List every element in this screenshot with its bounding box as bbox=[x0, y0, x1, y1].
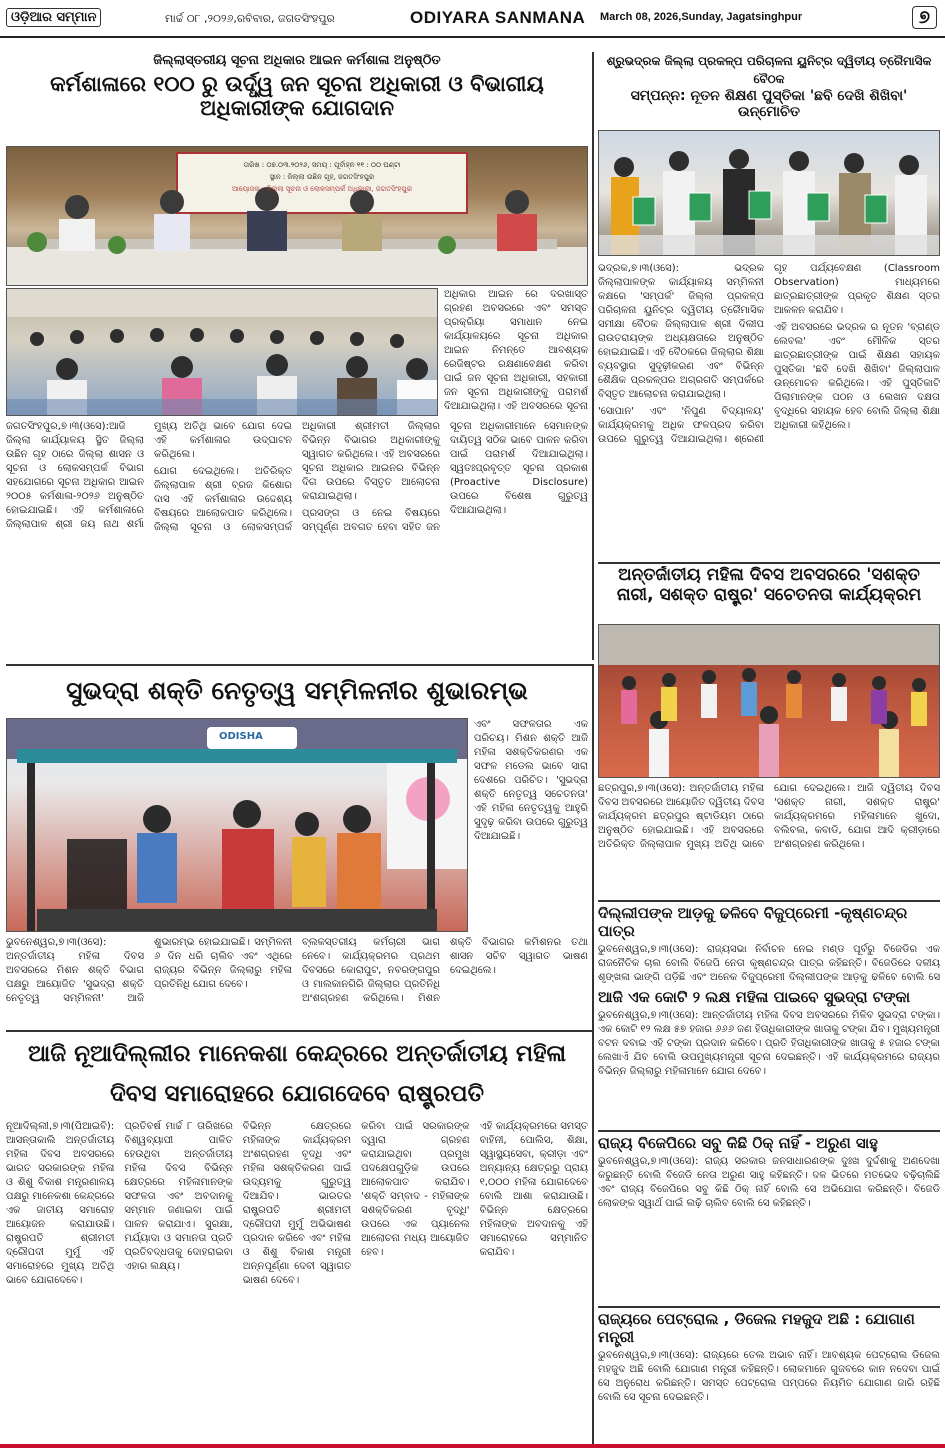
article-paragraph: ବିଭିନ୍ନ କ୍ଷେତ୍ରରେ ମହିଳାଙ୍କ କାର୍ଯ୍ୟକ୍ରମ ଅଂଶଗ୍ରହଣ ବୃଦ୍ଧି ଏବଂ ମହିଳା ସଶକ୍ତିକରଣ ପାଇଁ ଉଦ୍ୟମକୁ ଗୁରୁତ୍ୱ ଦିଆଯିବ। ଭାରତର ରାଷ୍ଟ୍ରପତି ଶ୍ରୀମତୀ ଦ୍ରୌପଦୀ ମୁର୍ମୁ ଅଭିଭାଷଣ ପ୍ରଦାନ କରିବେ ଏବଂ ମହିଳା ଓ ଶିଶୁ ବିକାଶ ମନ୍ତ୍ରୀ ଅନ୍ନପୂର୍ଣ୍ଣା ଦେବୀ ସ୍ୱାଗତ ଭାଷଣ ଦେବେ। bbox=[242, 1121, 352, 1286]
article-body: ଭୁବନେଶ୍ୱର,୭।୩(ଓସେ): ରାଜ୍ୟରେ ତେଲ ଅଭାବ ନାହିଁ। ଆବଶ୍ୟକ ପେଟ୍ରୋଲ ଡିଜେଲ ମହଜୁଦ ଅଛି ବୋଲି ଯୋଗାଣ ମନ୍ତ୍ରୀ କହିଛନ୍ତି। ଲୋକମାନେ ଗୁଜବରେ କାନ ନଦେବା ପାଇଁ ସେ ଅନୁରୋଧ କରିଛନ୍ତି। ସମସ୍ତ ପେଟ୍ରୋଲ ପମ୍ପରେ ନିୟମିତ ଯୋଗାଣ ଜାରି ରହିଛି ବୋଲି ସେ ସୂଚନା ଦେଇଛନ୍ତି। bbox=[598, 1350, 940, 1403]
article-body bbox=[6, 420, 588, 660]
section-divider bbox=[598, 562, 940, 564]
article-kicker: ଜିଲ୍ଲାସ୍ତରୀୟ ସୂଚନା ଅଧିକାର ଆଇନ କର୍ମଶାଳା ଅନୁଷ୍ଠିତ bbox=[153, 53, 441, 68]
section-divider bbox=[598, 1306, 940, 1308]
article-paragraph: ପ୍ରତିବର୍ଷ ମାର୍ଚ୍ଚ ୮ ତାରିଖରେ ବିଶ୍ୱବ୍ୟାପୀ ପାଳିତ ହେଉଥିବା ଅନ୍ତର୍ଜାତୀୟ ମହିଳା ଦିବସ ବିଭିନ୍ନ କ୍ଷେତ୍ରରେ ମହିଳାମାନଙ୍କ ସଫଳତା ଏବଂ ଅବଦାନକୁ ସମ୍ମାନ ଜଣାଇବା ପାଇଁ ପାଳନ କରାଯାଏ। ସୁରକ୍ଷା, ମର୍ଯ୍ୟାଦା ଓ ସମାନତା ପ୍ରତି ପ୍ରତିବଦ୍ଧତାକୁ ଦୋହରାଇବା ଏହାର ଲକ୍ଷ୍ୟ। bbox=[124, 1121, 233, 1272]
date-english: March 08, 2026,Sunday, Jagatsinghpur bbox=[600, 11, 803, 23]
photo-book-launch bbox=[598, 130, 940, 256]
newspaper-name: ODIYARA SANMANA bbox=[410, 8, 586, 27]
photo-book-launch-illustration bbox=[599, 131, 940, 256]
photo-odisha-label: ODISHA bbox=[219, 731, 263, 742]
article-fuel-supply bbox=[598, 1310, 940, 1442]
photo-audience bbox=[6, 288, 438, 416]
banner-date: ତାରିଖ : ୦୭.୦୩.୨୦୨୬, ସମୟ : ପୂର୍ବାହ୍ନ ୧୧ : ୦୦ ଘଣ୍ଟା bbox=[243, 161, 401, 169]
masthead bbox=[0, 0, 945, 38]
banner-organizer: ଆୟୋଜକ : ଜିଲ୍ଲା ସୂଚନା ଓ ଲୋକସମ୍ପର୍କ ଅଧିକାରୀ, ଜଗତସିଂହପୁର bbox=[231, 185, 413, 193]
section-divider bbox=[598, 900, 940, 902]
article-paragraph: ଏବଂ ସଫଳତାର ଏକ ପରିଚୟ। ମିଶନ ଶକ୍ତି ଆଜି ମହିଳା ସଶକ୍ତିକରଣର ଏକ ସଫଳ ମଡେଲ ଭାବେ ସାରା ଦେଶରେ ପରିଚିତ। 'ସୁଭଦ୍ରା ଶକ୍ତି ନେତୃତ୍ୱ ସଚେତନତା' ଏହି ମହିଳା ନେତୃତ୍ୱକୁ ଆହୁରି ସୁଦୃଢ଼ କରିବା ଉପରେ ଗୁରୁତ୍ୱ ଦିଆଯାଇଛି। bbox=[474, 719, 588, 842]
article-paragraph: କରିବା ପାଇଁ ସରକାରଙ୍କ ଦ୍ୱାରା ଗ୍ରହଣ କରାଯାଇଥିବା ପ୍ରମୁଖ ପଦକ୍ଷେପଗୁଡ଼ିକ ଉପରେ ଆଲୋକପାତ କରାଯିବ। 'ଶକ୍ତି ସମ୍ବାଦ - ମହିଳାଙ୍କ ସଶକ୍ତିକରଣ ବୃଦ୍ଧି' ଉପରେ ଏକ ପ୍ୟାନେଲ ଆଲୋଚନା ମଧ୍ୟ ଆୟୋଜିତ ହେବ। bbox=[361, 1121, 470, 1258]
article-subhadra-payment bbox=[598, 988, 940, 1128]
article-paragraph: ବ୍ଲକସ୍ତରୀୟ କର୍ମଚାରୀ ଭାଗ ନେବେ। କାର୍ଯ୍ୟକ୍ରମର ପ୍ରଥମ ଦିବସରେ କୋରାପୁଟ, ନବରଙ୍ଗପୁର ଓ ମାଲକାନଗିରି ଜିଲ୍ଲାର ପ୍ରତିନିଧି ଅଂଶଗ୍ରହଣ କରିଥିଲେ। ମିଶନ ଶକ୍ତି ବିଭାଗର କମିଶନର ତଥା ଶାସନ ସଚିବ ସ୍ୱାଗତ ଭାଷଣ ଦେଇଥିଲେ। bbox=[302, 937, 588, 1004]
banner-venue: ସ୍ଥାନ : ଜିଲ୍ଲା ଉଛିନ ଗୃହ, ଜଗତସିଂହପୁର bbox=[269, 173, 375, 181]
article-headline: ଦିଲ୍ଲୀପଙ୍କ ଆଡ଼କୁ ଢଳିବେ ବିଜୁପ୍ରେମୀ -କୃଷ୍ଣଚନ୍ଦ୍ର ପାତ୍ର bbox=[598, 904, 908, 940]
article-headline: ରାଜ୍ୟ ବିଜେପିରେ ସବୁ କିଛି ଠିକ୍ ନାହିଁ - ଅରୁଣ ସାହୁ bbox=[598, 1134, 878, 1152]
article-body bbox=[598, 262, 940, 558]
article-body-side bbox=[444, 288, 588, 418]
article-headline: ଆଜି ଏକ କୋଟି ୨ ଲକ୍ଷ ମହିଳା ପାଇବେ ସୁଭଦ୍ରା ଟଙ୍କା bbox=[598, 988, 911, 1006]
article-paragraph: 'ସୋପାନ' ଏବଂ 'ନିପୁଣ ବିଦ୍ୟାଳୟ' କାର୍ଯ୍ୟକ୍ରମକୁ ଅଧିକ ଫଳପ୍ରଦ କରିବା ଉପରେ ଗୁରୁତ୍ୱ ଦିଆଯାଇଥିଲା। ଶ୍ରେଣୀ ଗୃହ ପର୍ଯ୍ୟବେକ୍ଷଣ (Classroom Observation) ମାଧ୍ୟମରେ ଛାତ୍ରଛାତ୍ରୀଙ୍କ ପ୍ରକୃତ ଶିକ୍ଷଣ ସ୍ତର ଆକଳନ କରାଯିବ। bbox=[598, 263, 940, 445]
article-womens-day-awareness bbox=[598, 566, 940, 896]
article-paragraph: ଅଧିକାର ଆଇନ ରେ ଦରଖାସ୍ତ ଗ୍ରହଣ ଅବସରରେ ଏବଂ ସମସ୍ତ ପ୍ରକ୍ରିୟା ସମାଧାନ ନେଇ କାର୍ଯ୍ୟାଳୟରେ ସୂଚନା ଅଧିକାର ଆଇନ ନିମନ୍ତେ ଆବଶ୍ୟକ ରେଜିଷ୍ଟର ରକ୍ଷଣାବେକ୍ଷଣ କରିବା ପାଇଁ ଜନ ସୂଚନା ଅଧିକାରୀ, ସହକାରୀ ଜନ ସୂଚନା ଅଧିକାରୀଙ୍କୁ ପରାମର୍ଶ ଦିଆଯାଇଥିଲା। ଏହି ଅବସରରେ ସୂଚନା bbox=[444, 289, 588, 412]
column-divider bbox=[592, 664, 594, 1444]
article-headline: ସୁଭଦ୍ରା ଶକ୍ତି ନେତୃତ୍ୱ ସମ୍ମିଳନୀର ଶୁଭାରମ୍ଭ bbox=[66, 676, 528, 705]
article-paragraph: ଜଗତସିଂହପୁର,୭।୩(ଓସେ):ଆଜି ଜିଲ୍ଲା କାର୍ଯ୍ୟାଳୟ ସ୍ଥିତ ଜିଲ୍ଲା ଉଛିନ ଗୃହ ଠାରେ ଜିଲ୍ଲା ଶାସନ ଓ ସୂଚନା ଓ ଲୋକସମ୍ପର୍କ ବିଭାଗ ସହଯୋଗରେ ସୂଚନା ଅଧିକାର ଆଇନ ୨୦୦୫ କର୍ମଶାଳା-୨୦୨୬ ଅନୁଷ୍ଠିତ ହୋଇଯାଇଛି। ଏହି କର୍ମଶାଳାରେ ଜିଲ୍ଲାପାଳ ଶ୍ରୀ ଜୟ ନାଥ ଶର୍ମା ମୁଖ୍ୟ ଅତିଥି ଭାବେ ଯୋଗ ଦେଇ ଏହି କର୍ମଶାଳାର ଉଦ୍‌ଘାଟନ କରିଥିଲେ। bbox=[6, 421, 292, 530]
article-kicker: ଶ୍ରୁଭଦ୍ରକ ଜିଲ୍ଲା ପ୍ରକଳ୍ପ ପରିଚାଳନା ୟୁନିଟ୍‌ର ଦ୍ୱିତୀୟ ତ୍ରୈମାସିକ ବୈଠକ bbox=[606, 54, 932, 86]
article-headline: କର୍ମଶାଳାରେ ୧୦୦ ରୁ ଉର୍ଦ୍ଧ୍ୱ ଜନ ସୂଚନା ଅଧିକାରୀ ଓ ବିଭାଗୀୟ ଅଧିକାରୀଙ୍କ ଯୋଗଦାନ bbox=[50, 72, 544, 121]
article-body-side bbox=[474, 718, 588, 932]
article-paragraph: ପ୍ରସଙ୍ଗ ଓ ନେଇ ବିଷୟରେ ସମ୍ପୂର୍ଣ୍ଣ ଅବଗତ ହେବା ସହିତ ଜନ ସୂଚନା ଅଧିକାରୀମାନେ ସେମାନଙ୍କ ଦାୟିତ୍ୱ ସଠିକ ଭାବେ ପାଳନ କରିବା ପାଇଁ ପରାମର୍ଶ ଦିଆଯାଇଥିଲା। ସ୍ୱତଃପ୍ରବୃତ୍ତ ସୂଚନା ପ୍ରକାଶ (Proactive Disclosure) ଉପରେ ବିଶେଷ ଗୁରୁତ୍ୱ ଦିଆଯାଇଥିଲା। bbox=[302, 421, 588, 533]
photo-women-sports-illustration bbox=[599, 625, 940, 778]
article-paragraph: ଏହି କାର୍ଯ୍ୟକ୍ରମରେ ସମସ୍ତ ବାହିନୀ, ପୋଲିସ, ଶିକ୍ଷା, ସ୍ୱାସ୍ଥ୍ୟସେବା, କ୍ରୀଡ଼ା ଏବଂ ଅନ୍ୟାନ୍ୟ କ୍ଷେତ୍ରରୁ ପ୍ରାୟ ୧,୦୦୦ ମହିଳା ଯୋଗଦେବେ ବୋଲି ଆଶା କରାଯାଉଛି। ବିଭିନ୍ନ କ୍ଷେତ୍ରରେ ମହିଳାଙ୍କ ଅବଦାନକୁ ଏହି ସମାରୋହରେ ସମ୍ମାନିତ କରାଯିବ। bbox=[479, 1121, 588, 1258]
photo-audience-illustration bbox=[7, 289, 438, 416]
article-body bbox=[6, 936, 588, 1028]
footer-rule bbox=[0, 1444, 945, 1448]
article-paragraph: ଭଦ୍ରକ,୭।୩(ଓସେ): ଭଦ୍ରକ ଜିଲ୍ଲାପାଳଙ୍କ କାର୍ଯ୍ୟାଳୟ ସମ୍ମିଳନୀ କକ୍ଷରେ 'ସମ୍ପର୍କ' ଜିଲ୍ଲା ପ୍ରକଳ୍ପ ପରିଚାଳନା ୟୁନିଟ୍‌ର ଦ୍ୱିତୀୟ ତ୍ରୈମାସିକ ସମୀକ୍ଷା ବୈଠକ ଜିଲ୍ଲାପାଳ ଶ୍ରୀ ଦିଲୀପ ରାଉତରାୟଙ୍କ ଅଧ୍ୟକ୍ଷତାରେ ଅନୁଷ୍ଠିତ ହୋଇଯାଇଛି। ଏହି ବୈଠକରେ ଜିଲ୍ଲାର ଶିକ୍ଷା ବ୍ୟବସ୍ଥାର ସୁଦୃଢ଼ୀକରଣ ଏବଂ ବିଭିନ୍ନ ଶୈକ୍ଷିକ ପ୍ରକଳ୍ପର ଅଗ୍ରଗତି ସମ୍ପର୍କରେ ବିସ୍ତୃତ ଆଲୋଚନା କରାଯାଇଥିଲା। bbox=[598, 263, 764, 400]
photo-women-sports bbox=[598, 624, 940, 778]
article-headline: ରାଜ୍ୟରେ ପେଟ୍ରୋଲ , ଡିଜେଲ ମହଜୁଦ ଅଛି : ଯୋଗାଣ ମନ୍ତ୍ରୀ bbox=[598, 1310, 915, 1346]
article-headline: ଅନ୍ତର୍ଜାତୀୟ ମହିଳା ଦିବସ ଅବସରରେ 'ସଶକ୍ତ ନାରୀ, ସଶକ୍ତ ରାଷ୍ଟ୍ର' ସଚେତନତା କାର୍ଯ୍ୟକ୍ରମ bbox=[616, 566, 922, 605]
article-body: ଭୁବନେଶ୍ୱର,୭।୩(ଓସେ): ରାଜ୍ୟ ସରକାର ଜନସାଧାରଣଙ୍କ ଦୁଃଖ ଦୁର୍ଦ୍ଦଶାକୁ ଅଣଦେଖା କରୁଛନ୍ତି ବୋଲି ବିଜେଡି ନେତା ଅରୁଣ ସାହୁ କହିଛନ୍ତି। ଦଳ ଭିତରେ ମତଭେଦ ବଢ଼ିଚାଲିଛି ଏବଂ ରାଜ୍ୟ ବିଜେପିରେ ସବୁ କିଛି ଠିକ୍ ନାହିଁ ବୋଲି ସେ ଅଭିଯୋଗ କରିଛନ୍ତି। ବିଜେଡି ଲୋକଙ୍କ ସ୍ୱାର୍ଥ ପାଇଁ ଲଢ଼ି ଚାଲିବ ବୋଲି ସେ କହିଛନ୍ତି। bbox=[598, 1156, 940, 1209]
article-paragraph: ଏହି ଅବସରରେ ଭଦ୍ରକ ର ନୂତନ 'ବ୍ରାଣ୍ଡ ଲେବଲ' ଏବଂ ମୌଳିକ ସ୍ତର ଛାତ୍ରଛାତ୍ରୀଙ୍କ ପାଇଁ ଶିକ୍ଷଣ ସହାୟକ ପୁସ୍ତିକା 'ଛବି ଦେଖି ଶିଖିବା' ଜିଲ୍ଲାପାଳ ଉନ୍ମୋଚନ କରିଥିଲେ। ଏହି ପୁସ୍ତିକାଟି ପିଲାମାନଙ୍କ ପଠନ ଓ ଲେଖନ ଦକ୍ଷତା ବୃଦ୍ଧିରେ ସହାୟକ ହେବ ବୋଲି ଜିଲ୍ଲା ଶିକ୍ଷା ଅଧିକାରୀ କହିଥିଲେ। bbox=[774, 322, 940, 431]
column-divider bbox=[592, 52, 594, 660]
article-paragraph: ନୂଆଦିଲ୍ଲୀ,୭।୩(ପିଆଇବି): ଆସନ୍ତାକାଲି ଅନ୍ତର୍ଜାତୀୟ ମହିଳା ଦିବସ ଅବସରରେ ଭାରତ ସରକାରଙ୍କ ମହିଳା ଓ ଶିଶୁ ବିକାଶ ମନ୍ତ୍ରଣାଳୟ ପକ୍ଷରୁ ମାନେକଶା କେନ୍ଦ୍ରରେ ଏକ ଜାତୀୟ ସମାରୋହ ଆୟୋଜନ କରାଯାଉଛି। ରାଷ୍ଟ୍ରପତି ଶ୍ରୀମତୀ ଦ୍ରୌପଦୀ ମୁର୍ମୁ ଏହି ସମାରୋହରେ ମୁଖ୍ୟ ଅତିଥି ଭାବେ ଯୋଗଦେବେ। bbox=[6, 1121, 115, 1286]
date-odia: ମାର୍ଚ୍ଚ ୦୮ ,୨୦୨୬,ରବିବାର, ଜଗତସିଂହପୁର bbox=[165, 12, 335, 25]
article-body bbox=[6, 1120, 588, 1440]
page-number: ୭ bbox=[912, 6, 937, 29]
article-rti-workshop bbox=[6, 52, 588, 660]
article-paragraph: ଯୋଗ ଦେଇଥିଲେ। ଅତିରିକ୍ତ ଜିଲ୍ଲାପାଳ ଶ୍ରୀ ବ୍ରଜ କିଶୋର ଦାସ ଏହି କର୍ମଶାଳାର ଉଦ୍ଦେଶ୍ୟ ବିଷୟରେ ଆଲୋକପାତ କରିଥିଲେ। ଜିଲ୍ଲା ସୂଚନା ଓ ଲୋକସମ୍ପର୍କ ଅଧିକାରୀ ଶ୍ରୀମତୀ ଜିଲ୍ଲାର ବିଭିନ୍ନ ବିଭାଗର ଅଧିକାରୀଙ୍କୁ ସ୍ୱାଗତ କରିଥିଲେ। ଏହି ଅବସରରେ ସୂଚନା ଅଧିକାର ଆଇନର ବିଭିନ୍ନ ଦିଗ ଉପରେ ବିସ୍ତୃତ ଆଲୋଚନା କରାଯାଇଥିଲା। bbox=[154, 421, 440, 533]
article-president-womens-day bbox=[6, 1034, 588, 1442]
article-body: ଭୁବନେଶ୍ୱର,୭।୩(ଓସେ): ରାଜ୍ୟସଭା ନିର୍ବାଚନ ନେଇ ମଣ୍ଡ ପୂର୍ବରୁ ବିଜେଡିର ଏକ ରାଜନୈତିକ ଚାଲ ବୋଲି ବିଜେପି ନେତା କୃଷ୍ଣଚନ୍ଦ୍ର ପାତ୍ର କହିଛନ୍ତି। ବିଜେଡିରେ ଦଳୀୟ ଶୃଙ୍ଖଳା ଭାଙ୍ଗି ପଡ଼ିଛି ଏବଂ ଅନେକ ବିଜୁପ୍ରେମୀ ଦିଲ୍ଲୀପଙ୍କ ଆଡ଼କୁ ଢଳିବେ ବୋଲି ସେ bbox=[598, 944, 940, 983]
article-body: ଭୁବନେଶ୍ୱର,୭।୩(ଓସେ): ଆନ୍ତର୍ଜାତୀୟ ମହିଳା ଦିବସ ଅବସରରେ ମିଳିବ ସୁଭଦ୍ରା ଟଙ୍କା। ଏକ କୋଟି ୧୨ ଲକ୍ଷ ୫୭ ହଜାର ୬୬୬ ଜଣ ହିତାଧିକାରୀଙ୍କ ଖାତାକୁ ଟଙ୍କା ଯିବ। ମୁଖ୍ୟମନ୍ତ୍ରୀ ବଟନ ଦବାଇ ଏହି ଟଙ୍କା ପ୍ରଦାନ କରିବେ। ପ୍ରତି ହିତାଧିକାରୀଙ୍କ ଖାତାକୁ ୫ ହଜାର ଟଙ୍କା ଲେଖାଏଁ ଯିବ ବୋଲି ଉପମୁଖ୍ୟମନ୍ତ୍ରୀ ସୂଚନା ଦେଇଛନ୍ତି। ଏହି କାର୍ଯ୍ୟକ୍ରମରେ ରାଜ୍ୟର ବିଭିନ୍ନ ଜିଲ୍ଲାରୁ ମହିଳାମାନେ ଯୋଗ ଦେବେ। bbox=[598, 1010, 940, 1077]
article-headline: ଆଜି ନୂଆଦିଲ୍ଲୀର ମାନେକଶା କେନ୍ଦ୍ରରେ ଅନ୍ତର୍ଜାତୀୟ ମହିଳା ଦିବସ ସମାରୋହରେ ଯୋଗଦେବେ ରାଷ୍ଟ୍ରପତି bbox=[27, 1041, 567, 1107]
newspaper-logo: ଓଡ଼ିଆର ସମ୍ମାନ bbox=[6, 8, 101, 27]
photo-dais bbox=[6, 146, 588, 286]
photo-e-rickshaw-illustration bbox=[7, 719, 468, 932]
photo-e-rickshaw bbox=[6, 718, 468, 932]
section-divider bbox=[598, 1130, 940, 1132]
article-headline: ସମ୍ପନ୍ନ: ନୂତନ ଶିକ୍ଷଣ ପୁସ୍ତିକା 'ଛବି ଦେଖି ଶିଖିବା' ଉନ୍ମୋଚିତ bbox=[630, 88, 908, 121]
article-body bbox=[598, 782, 940, 896]
article-arun-sahu bbox=[598, 1134, 940, 1304]
article-subhadra-shakti bbox=[6, 668, 588, 1028]
section-divider bbox=[6, 664, 592, 666]
article-krushna-patra bbox=[598, 904, 940, 986]
section-divider bbox=[6, 1030, 592, 1032]
article-bhadrak-meeting bbox=[598, 52, 940, 558]
article-paragraph: ଭୁବନେଶ୍ୱର,୭।୩(ଓସେ): ଅନ୍ତର୍ଜାତୀୟ ମହିଳା ଦିବସ ଅବସରରେ ମିଶନ ଶକ୍ତି ବିଭାଗ ପକ୍ଷରୁ ଆୟୋଜିତ 'ସୁଭଦ୍ରା ଶକ୍ତି ନେତୃତ୍ୱ ସମ୍ମିଳନୀ' ଆଜି ଶୁଭାରମ୍ଭ ହୋଇଯାଇଛି। ସମ୍ମିଳନୀ ୬ ଦିନ ଧରି ଚାଲିବ ଏବଂ ଏଥିରେ ରାଜ୍ୟର ବିଭିନ୍ନ ଜିଲ୍ଲାରୁ ମହିଳା ପ୍ରତିନିଧି ଯୋଗ ଦେବେ। bbox=[6, 937, 292, 1004]
article-paragraph: ଛତ୍ରପୁର,୭।୩(ଓସେ): ଅନ୍ତର୍ଜାତୀୟ ମହିଳା ଦିବସ ଅବସରରେ ଆୟୋଜିତ ଦ୍ୱିତୀୟ ଦିବସ କାର୍ଯ୍ୟକ୍ରମ ଛତ୍ରପୁର ଷ୍ଟାଡିୟମ ଠାରେ ଅନୁଷ୍ଠିତ ହୋଇଯାଇଛି। ଏହି ଅବସରରେ ଅତିରିକ୍ତ ଜିଲ୍ଲାପାଳ ମୁଖ୍ୟ ଅତିଥି ଭାବେ ଯୋଗ ଦେଇଥିଲେ। ଆଜି ଦ୍ୱିତୀୟ ଦିବସ 'ସଶକ୍ତ ନାରୀ, ସଶକ୍ତ ରାଷ୍ଟ୍ର' କାର୍ଯ୍ୟକ୍ରମରେ ମହିଳାମାନେ ଖୁଦୋ, ବଲିବଲ, କବାଡି, ଯୋଗ ଆଦି କ୍ରୀଡ଼ାରେ ଅଂଶଗ୍ରହଣ କରିଥିଲେ। bbox=[598, 783, 940, 850]
